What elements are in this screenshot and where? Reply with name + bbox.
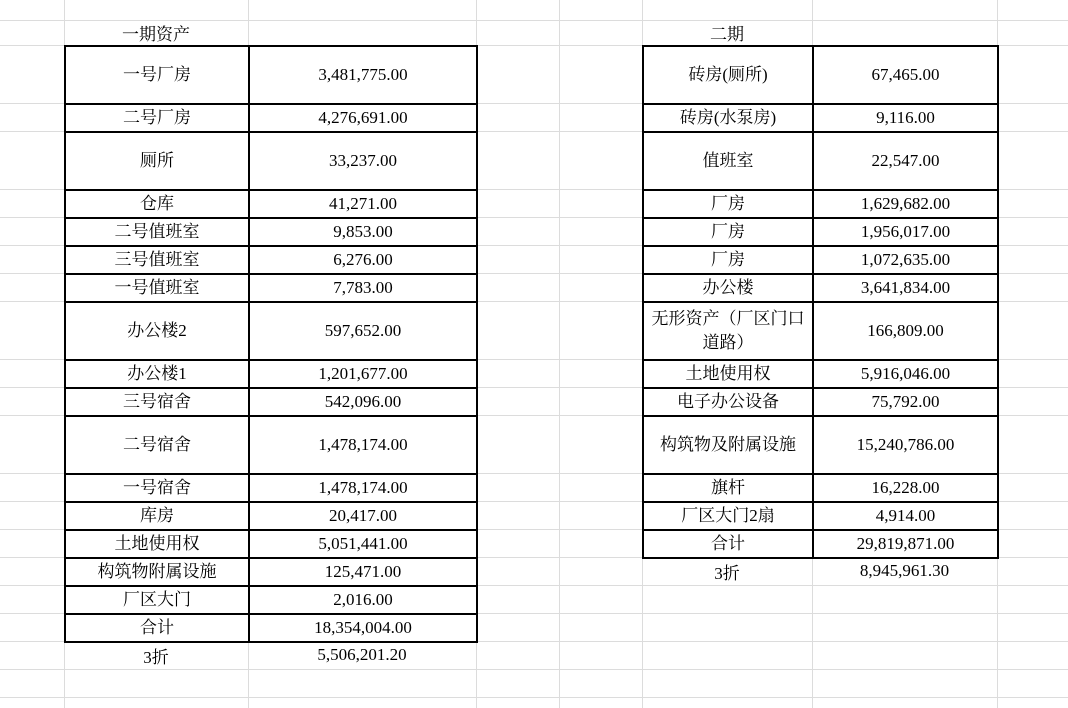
asset-label-cell[interactable]: 厂房 <box>643 190 813 218</box>
gridline-horizontal <box>0 669 1068 670</box>
asset-value-cell[interactable]: 597,652.00 <box>249 302 477 360</box>
discount-value-cell[interactable]: 8,945,961.30 <box>859 561 950 580</box>
asset-label-cell[interactable]: 一号值班室 <box>65 274 249 302</box>
phase2-asset-table <box>642 45 999 559</box>
asset-label-cell[interactable]: 库房 <box>65 502 249 530</box>
asset-label-cell[interactable]: 厂区大门2扇 <box>643 502 813 530</box>
asset-label-cell[interactable]: 二号宿舍 <box>65 416 249 474</box>
table-row <box>65 190 477 218</box>
asset-label-cell[interactable]: 办公楼 <box>643 274 813 302</box>
asset-label-cell[interactable]: 构筑物附属设施 <box>65 558 249 586</box>
table-row <box>65 132 477 190</box>
asset-value-cell[interactable]: 5,051,441.00 <box>249 530 477 558</box>
phase2-title-cell[interactable]: 二期 <box>710 25 744 44</box>
discount-label-cell[interactable]: 3折 <box>714 563 740 583</box>
asset-label-cell[interactable]: 构筑物及附属设施 <box>643 416 813 474</box>
asset-value-cell[interactable]: 125,471.00 <box>249 558 477 586</box>
table-row <box>65 530 477 558</box>
phase1-asset-table <box>64 45 478 643</box>
table-row <box>643 190 998 218</box>
asset-value-cell[interactable]: 7,783.00 <box>249 274 477 302</box>
table-row <box>643 246 998 274</box>
asset-value-cell[interactable]: 20,417.00 <box>249 502 477 530</box>
table-row-total <box>65 614 477 642</box>
asset-value-cell[interactable]: 1,201,677.00 <box>249 360 477 388</box>
table-row <box>643 46 998 104</box>
table-row <box>643 474 998 502</box>
asset-label-cell[interactable]: 值班室 <box>643 132 813 190</box>
gridline-horizontal <box>0 697 1068 698</box>
table-row <box>643 104 998 132</box>
table-row <box>643 218 998 246</box>
table-row <box>643 502 998 530</box>
asset-label-cell[interactable]: 三号值班室 <box>65 246 249 274</box>
asset-value-cell[interactable]: 4,276,691.00 <box>249 104 477 132</box>
asset-value-cell[interactable]: 1,956,017.00 <box>813 218 998 246</box>
discount-label-cell[interactable]: 3折 <box>143 647 169 667</box>
asset-value-cell[interactable]: 2,016.00 <box>249 586 477 614</box>
asset-value-cell[interactable]: 1,629,682.00 <box>813 190 998 218</box>
table-row <box>643 388 998 416</box>
table-row <box>65 474 477 502</box>
table-row <box>643 302 998 360</box>
asset-label-cell[interactable]: 仓库 <box>65 190 249 218</box>
table-row <box>643 416 998 474</box>
asset-value-cell[interactable]: 41,271.00 <box>249 190 477 218</box>
asset-label-cell[interactable]: 二号值班室 <box>65 218 249 246</box>
table-row-total <box>643 530 998 558</box>
asset-label-cell[interactable]: 一号厂房 <box>65 46 249 104</box>
asset-value-cell[interactable]: 4,914.00 <box>813 502 998 530</box>
table-row <box>65 46 477 104</box>
table-row <box>65 416 477 474</box>
table-row <box>65 558 477 586</box>
asset-value-cell[interactable]: 5,916,046.00 <box>813 360 998 388</box>
asset-label-cell[interactable]: 一号宿舍 <box>65 474 249 502</box>
table-row <box>643 274 998 302</box>
asset-value-cell[interactable]: 9,116.00 <box>813 104 998 132</box>
asset-value-cell[interactable]: 9,853.00 <box>249 218 477 246</box>
total-label-cell[interactable]: 合计 <box>65 614 249 642</box>
asset-value-cell[interactable]: 75,792.00 <box>813 388 998 416</box>
gridline-vertical <box>559 0 560 708</box>
asset-value-cell[interactable]: 22,547.00 <box>813 132 998 190</box>
asset-label-cell[interactable]: 办公楼2 <box>65 302 249 360</box>
asset-label-cell[interactable]: 土地使用权 <box>65 530 249 558</box>
asset-label-cell[interactable]: 厂房 <box>643 218 813 246</box>
asset-value-cell[interactable]: 1,072,635.00 <box>813 246 998 274</box>
table-row <box>65 302 477 360</box>
table-row <box>65 104 477 132</box>
total-label-cell[interactable]: 合计 <box>643 530 813 558</box>
table-row <box>65 360 477 388</box>
asset-value-cell[interactable]: 15,240,786.00 <box>813 416 998 474</box>
table-row <box>65 274 477 302</box>
table-row <box>65 388 477 416</box>
total-value-cell[interactable]: 29,819,871.00 <box>813 530 998 558</box>
discount-value-cell[interactable]: 5,506,201.20 <box>317 645 407 664</box>
asset-value-cell[interactable]: 6,276.00 <box>249 246 477 274</box>
asset-value-cell[interactable]: 3,481,775.00 <box>249 46 477 104</box>
asset-value-cell[interactable]: 1,478,174.00 <box>249 416 477 474</box>
asset-label-cell[interactable]: 砖房(厕所) <box>643 46 813 104</box>
table-row <box>643 132 998 190</box>
asset-value-cell[interactable]: 16,228.00 <box>813 474 998 502</box>
asset-label-cell[interactable]: 厂区大门 <box>65 586 249 614</box>
table-row <box>65 218 477 246</box>
asset-value-cell[interactable]: 33,237.00 <box>249 132 477 190</box>
total-value-cell[interactable]: 18,354,004.00 <box>249 614 477 642</box>
asset-value-cell[interactable]: 166,809.00 <box>813 302 998 360</box>
asset-value-cell[interactable]: 3,641,834.00 <box>813 274 998 302</box>
asset-label-cell[interactable]: 厕所 <box>65 132 249 190</box>
asset-label-cell[interactable]: 三号宿舍 <box>65 388 249 416</box>
table-row <box>65 586 477 614</box>
phase1-title-cell[interactable]: 一期资产 <box>122 25 190 44</box>
asset-label-cell[interactable]: 二号厂房 <box>65 104 249 132</box>
table-row <box>65 502 477 530</box>
asset-value-cell[interactable]: 542,096.00 <box>249 388 477 416</box>
asset-label-cell[interactable]: 电子办公设备 <box>643 388 813 416</box>
asset-label-cell[interactable]: 土地使用权 <box>643 360 813 388</box>
asset-value-cell[interactable]: 1,478,174.00 <box>249 474 477 502</box>
asset-label-cell[interactable]: 旗杆 <box>643 474 813 502</box>
table-row <box>643 360 998 388</box>
table-row <box>65 246 477 274</box>
asset-label-cell[interactable]: 办公楼1 <box>65 360 249 388</box>
asset-label-cell[interactable]: 无形资产（厂区门口道路） <box>643 302 813 360</box>
asset-value-cell[interactable]: 67,465.00 <box>813 46 998 104</box>
asset-label-cell[interactable]: 砖房(水泵房) <box>643 104 813 132</box>
asset-label-cell[interactable]: 厂房 <box>643 246 813 274</box>
